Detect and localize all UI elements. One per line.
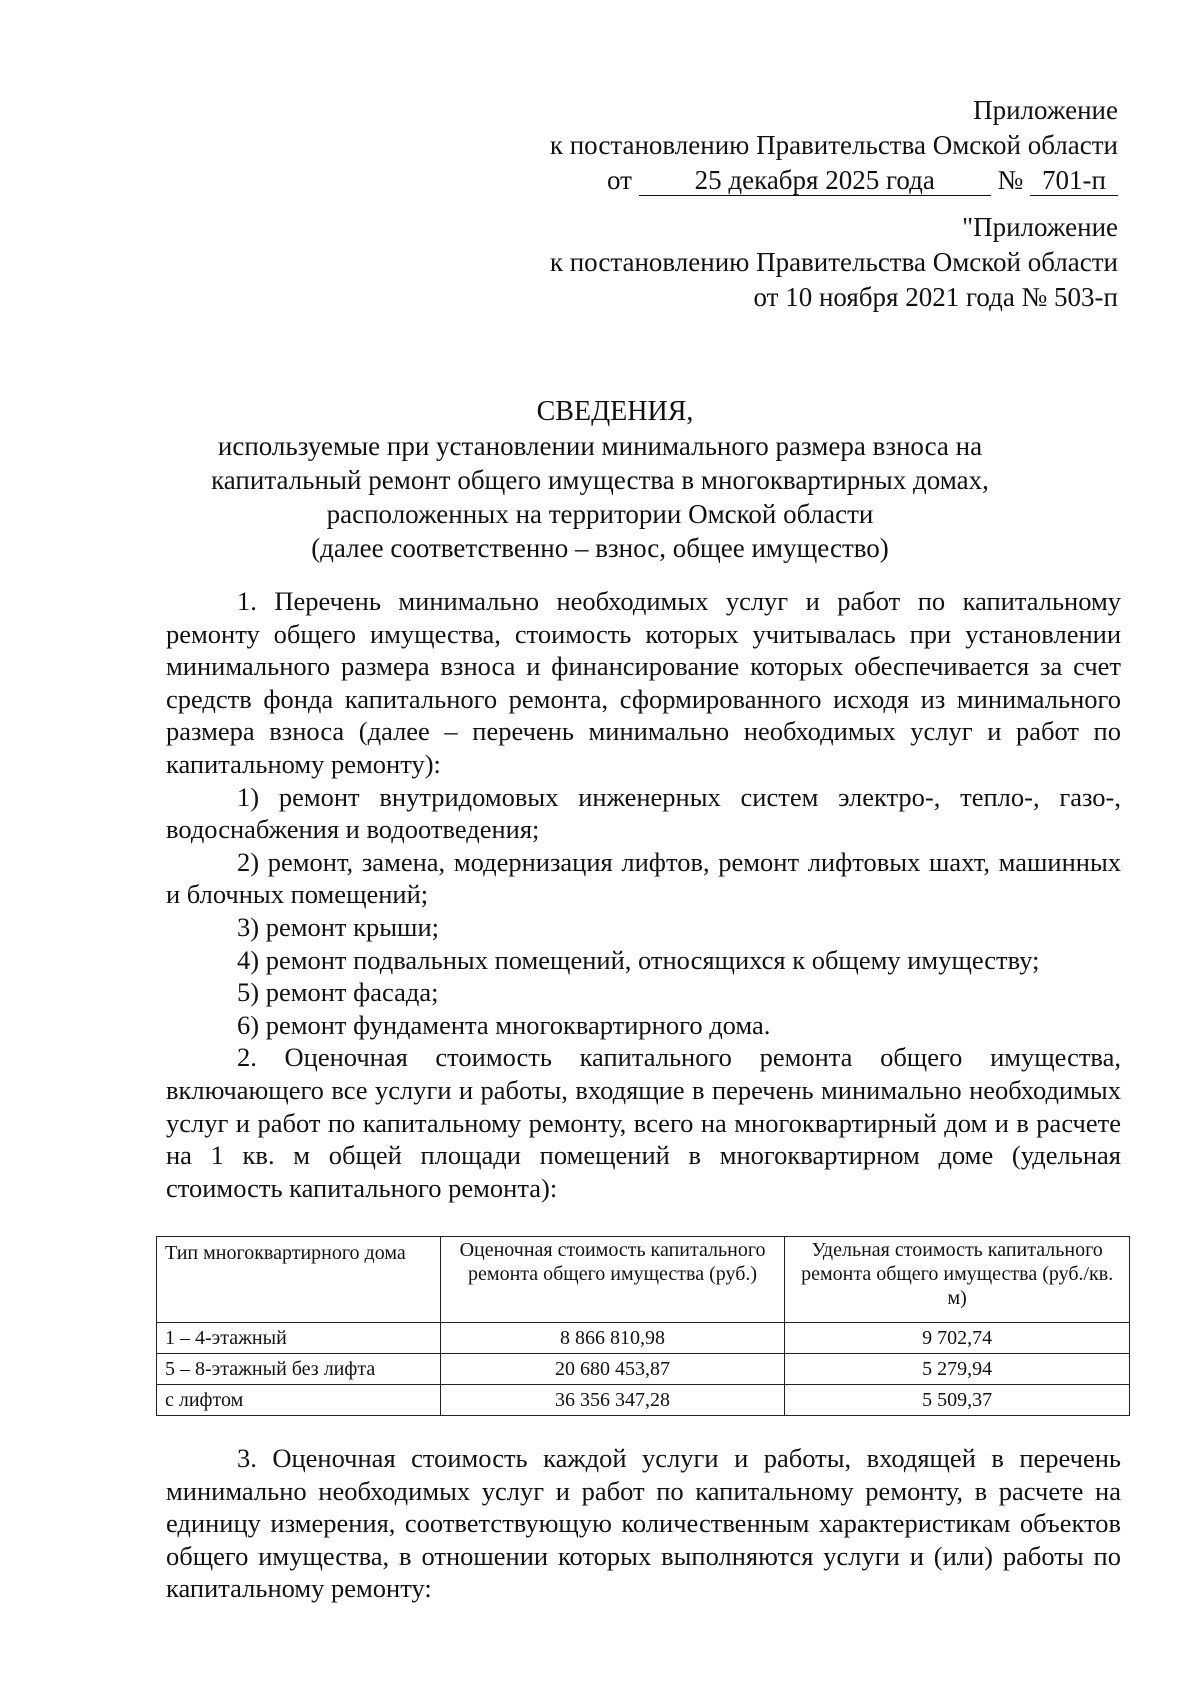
table-cell-type: 1 – 4-этажный	[157, 1323, 441, 1354]
body-sections-1-2	[166, 585, 1121, 1204]
section1-item-1: 1) ремонт внутридомовых инженерных систем электро-, тепло-, газо-, водоснабжения и водоотведения;	[166, 781, 1121, 845]
appendix-new-title: Приложение	[973, 95, 1118, 125]
appendix-new-number-sign: №	[997, 165, 1024, 195]
section1-item-2: 2) ремонт, замена, модернизация лифтов, ремонт лифтовых шахт, машинных и блочных помещений;	[166, 846, 1121, 910]
title-line4: (далее соответственно – взнос, общее имущество)	[311, 533, 889, 563]
appendix-old-title: "Приложение	[962, 212, 1118, 242]
document-title	[0, 395, 1200, 565]
appendix-new-date: 25 декабря 2025 года	[639, 165, 991, 196]
section1-item-6: 6) ремонт фундамента многоквартирного дома.	[237, 1009, 771, 1040]
appendix-old-block	[550, 210, 1118, 315]
cost-table	[156, 1236, 1130, 1416]
appendix-new-from-prefix: от	[607, 165, 632, 195]
table-header-row	[157, 1237, 1130, 1323]
section2-text: 2. Оценочная стоимость капитального ремонта общего имущества, включающего все услуги и работы, входящие в перечень минимально необходимых услуг и работ по капитальному ремонту, всего на многоквартирный дом и в расчете на 1 кв. м общей площади помещений в многоквартирном доме (удельная стоимость капитального ремонта):	[166, 1042, 1121, 1203]
appendix-new-line2: к постановлению Правительства Омской области	[549, 130, 1118, 160]
section1-item-3: 3) ремонт крыши;	[237, 911, 439, 942]
table-header-per-sqm: Удельная стоимость капитального ремонта общего имущества (руб./кв. м)	[785, 1237, 1130, 1323]
title-line2: капитальный ремонт общего имущества в многоквартирных домах,	[211, 465, 989, 495]
table-cell-total: 8 866 810,98	[440, 1323, 785, 1354]
table-cell-per-sqm: 9 702,74	[785, 1323, 1130, 1354]
table-cell-type: с лифтом	[157, 1385, 441, 1416]
section1-item-5: 5) ремонт фасада;	[237, 977, 439, 1008]
table-row	[157, 1323, 1130, 1354]
title-line3: расположенных на территории Омской области	[326, 499, 874, 529]
table-header-total: Оценочная стоимость капитального ремонта общего имущества (руб.)	[440, 1237, 785, 1323]
table-cell-total: 36 356 347,28	[440, 1385, 785, 1416]
table-cell-per-sqm: 5 279,94	[785, 1354, 1130, 1385]
title-line1: используемые при установлении минимального размера взноса на	[217, 431, 983, 461]
appendix-new-date-line	[550, 163, 1118, 198]
appendix-old-line3: от 10 ноября 2021 года № 503-п	[753, 282, 1118, 312]
section3-text: 3. Оценочная стоимость каждой услуги и работы, входящей в перечень минимально необходимых услуг и работ по капитальному ремонту, в расчете на единицу измерения, соответствующую количественным характеристикам объектов общего имущества, в отношении которых выполняются услуги и (или) работы по капитальному ремонту:	[166, 1443, 1121, 1604]
table-cell-type: 5 – 8-этажный без лифта	[157, 1354, 441, 1385]
table-cell-total: 20 680 453,87	[440, 1354, 785, 1385]
appendix-new-block	[550, 93, 1118, 198]
section1-intro: 1. Перечень минимально необходимых услуг и работ по капитальному ремонту общего имущества, стоимость которых учитывалась при установлении минимального размера взноса и финансирование которых обеспечивается за счет средств фонда капитального ремонта, сформированного исходя из минимального размера взноса (далее – перечень минимально необходимых услуг и работ по капитальному ремонту):	[166, 586, 1121, 779]
table-cell-per-sqm: 5 509,37	[785, 1385, 1130, 1416]
table-row	[157, 1385, 1130, 1416]
body-section-3	[166, 1442, 1121, 1605]
table-header-type: Тип многоквартирного дома	[157, 1237, 441, 1323]
table-row	[157, 1354, 1130, 1385]
title-heading: СВЕДЕНИЯ,	[536, 396, 694, 427]
appendix-old-line2: к постановлению Правительства Омской области	[549, 247, 1118, 277]
section1-item-4: 4) ремонт подвальных помещений, относящихся к общему имуществу;	[237, 944, 1040, 975]
appendix-new-number: 701-п	[1030, 165, 1118, 196]
